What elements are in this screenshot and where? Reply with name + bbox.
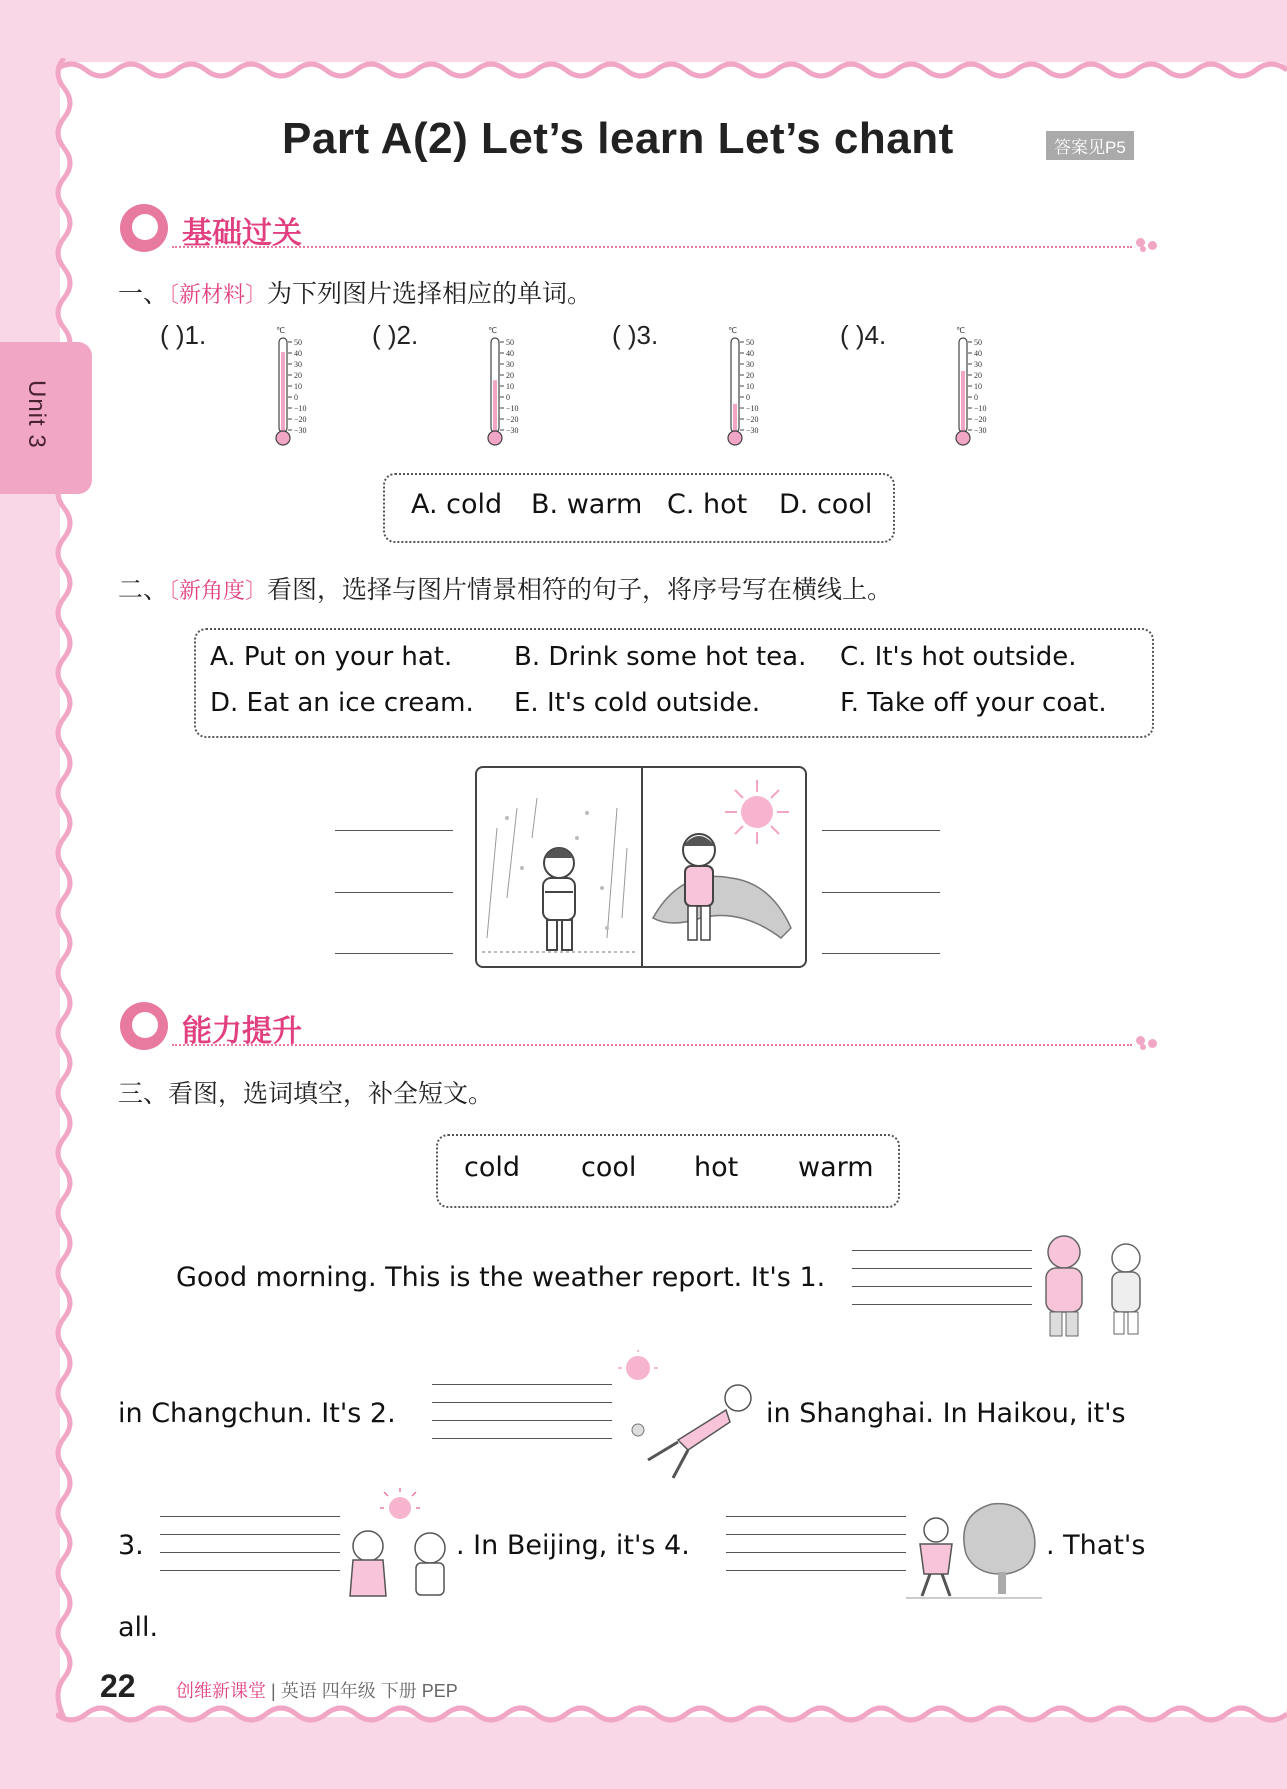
answer-blank[interactable]: ( )4. bbox=[840, 320, 887, 350]
unit-label: ℃ bbox=[956, 326, 965, 335]
answer-blank[interactable]: ( )2. bbox=[372, 320, 419, 350]
cool-kid-tree-image bbox=[906, 1494, 1042, 1600]
wavy-border-top bbox=[56, 50, 1287, 80]
tick-label: 0 bbox=[746, 393, 750, 402]
option-c: C. It's hot outside. bbox=[840, 642, 1077, 672]
tick-label: 30 bbox=[746, 360, 754, 369]
section-divider bbox=[172, 246, 1132, 248]
cold-kids-image bbox=[1026, 1222, 1156, 1342]
unit-tab-label: Unit 3 bbox=[23, 380, 50, 449]
footer-brand: 创维新课堂 bbox=[176, 1681, 266, 1701]
word-option: hot bbox=[694, 1152, 739, 1183]
question-3-heading: 三、看图，选词填空，补全短文。 bbox=[118, 1080, 494, 1108]
tick-label: −10 bbox=[294, 404, 307, 413]
option-a: A. Put on your hat. bbox=[210, 642, 453, 672]
tick-label: −30 bbox=[294, 426, 307, 435]
warm-kid-playing-image bbox=[618, 1350, 754, 1484]
question-tag: 〔新材料〕 bbox=[168, 282, 268, 307]
tick-label: 50 bbox=[746, 338, 754, 347]
tick-label: 0 bbox=[506, 393, 510, 402]
tick-label: 30 bbox=[294, 360, 302, 369]
tick-label: 30 bbox=[974, 360, 982, 369]
option-d: D. Eat an ice cream. bbox=[210, 688, 474, 718]
tick-label: 40 bbox=[506, 349, 514, 358]
tick-label: 10 bbox=[746, 382, 754, 391]
option-e: E. It's cold outside. bbox=[514, 688, 761, 718]
tick-label: 10 bbox=[974, 382, 982, 391]
option-b: B. warm bbox=[531, 489, 643, 520]
answer-blank[interactable] bbox=[335, 892, 453, 893]
word-option: cold bbox=[464, 1152, 521, 1183]
passage-line-3c: . That's bbox=[1046, 1530, 1146, 1561]
answer-blank[interactable] bbox=[822, 892, 940, 893]
thermometer-icon bbox=[726, 324, 786, 454]
word-option: cool bbox=[581, 1152, 637, 1183]
unit-label: ℃ bbox=[488, 326, 497, 335]
answer-blank-1[interactable] bbox=[852, 1250, 1032, 1304]
unit-label: ℃ bbox=[728, 326, 737, 335]
passage-line-2b: in Shanghai. In Haikou, it's bbox=[766, 1398, 1126, 1429]
tick-label: 0 bbox=[294, 393, 298, 402]
answer-reference-badge: 答案见P5 bbox=[1046, 131, 1134, 160]
passage-line-2a: in Changchun. It's 2. bbox=[118, 1398, 396, 1429]
section-header-basic bbox=[116, 204, 1156, 254]
question-tag: 〔新角度〕 bbox=[168, 578, 268, 603]
footer-info: 创维新课堂 | 英语 四年级 下册 PEP bbox=[176, 1681, 458, 1701]
passage-line-3b: . In Beijing, it's 4. bbox=[456, 1530, 690, 1561]
wavy-border-bottom bbox=[56, 1704, 1287, 1734]
answer-blank-4[interactable] bbox=[726, 1516, 906, 1570]
footer-course: 英语 四年级 下册 PEP bbox=[280, 1681, 458, 1701]
tick-label: 50 bbox=[974, 338, 982, 347]
tick-label: 0 bbox=[974, 393, 978, 402]
tick-label: 20 bbox=[974, 371, 982, 380]
answer-blank-2[interactable] bbox=[432, 1384, 612, 1438]
option-a: A. cold bbox=[411, 489, 503, 520]
weather-scene-pictures bbox=[475, 766, 807, 968]
option-c: C. hot bbox=[667, 489, 748, 520]
tick-label: 20 bbox=[746, 371, 754, 380]
page-title: Part A(2) Let’s learn Let’s chant bbox=[282, 114, 954, 163]
tick-label: −10 bbox=[974, 404, 987, 413]
dots-icon bbox=[1136, 1036, 1164, 1050]
hot-sunny-scene-image bbox=[641, 768, 805, 966]
section-title: 基础过关 bbox=[182, 217, 302, 250]
tick-label: −10 bbox=[746, 404, 759, 413]
question-instruction: 看图，选择与图片情景相符的句子，将序号写在横线上。 bbox=[267, 576, 893, 604]
unit-tab bbox=[0, 342, 92, 494]
cold-snow-scene-image bbox=[477, 768, 641, 966]
tick-label: 40 bbox=[746, 349, 754, 358]
option-b: B. Drink some hot tea. bbox=[514, 642, 807, 672]
question-1-heading bbox=[118, 274, 592, 310]
cartoon-face-icon bbox=[120, 1002, 168, 1050]
thermometer-icon bbox=[954, 324, 1014, 454]
tick-label: 50 bbox=[506, 338, 514, 347]
tick-label: −10 bbox=[506, 404, 519, 413]
q2-options-box bbox=[194, 628, 1154, 738]
answer-blank[interactable] bbox=[822, 953, 940, 954]
page-number: 22 bbox=[100, 1668, 136, 1704]
passage-line-4: all. bbox=[118, 1612, 159, 1643]
tick-label: 50 bbox=[294, 338, 302, 347]
tick-label: 20 bbox=[294, 371, 302, 380]
word-bank-box bbox=[436, 1134, 900, 1208]
unit-label: ℃ bbox=[276, 326, 285, 335]
thermometer-icon bbox=[274, 324, 334, 454]
answer-blank[interactable] bbox=[335, 830, 453, 831]
question-number: 二、 bbox=[118, 576, 169, 604]
q1-options-box bbox=[383, 473, 895, 543]
tick-label: 40 bbox=[294, 349, 302, 358]
tick-label: −20 bbox=[294, 415, 307, 424]
answer-blank[interactable]: ( )3. bbox=[612, 320, 659, 350]
hot-kids-sun-image bbox=[338, 1488, 460, 1600]
section-divider bbox=[172, 1044, 1132, 1046]
tick-label: 10 bbox=[506, 382, 514, 391]
option-d: D. cool bbox=[779, 489, 873, 520]
answer-blank[interactable] bbox=[822, 830, 940, 831]
tick-label: −20 bbox=[974, 415, 987, 424]
tick-label: −20 bbox=[746, 415, 759, 424]
cartoon-face-icon bbox=[120, 204, 168, 252]
passage-line-1: Good morning. This is the weather report. It's 1. bbox=[176, 1262, 826, 1293]
answer-blank[interactable] bbox=[335, 953, 453, 954]
section-title: 能力提升 bbox=[182, 1015, 302, 1048]
question-instruction: 为下列图片选择相应的单词。 bbox=[267, 280, 593, 308]
tick-label: −30 bbox=[974, 426, 987, 435]
tick-label: −30 bbox=[506, 426, 519, 435]
tick-label: −30 bbox=[746, 426, 759, 435]
question-number: 一、 bbox=[118, 280, 169, 308]
tick-label: 10 bbox=[294, 382, 302, 391]
tick-label: 20 bbox=[506, 371, 514, 380]
answer-blank[interactable]: ( )1. bbox=[160, 320, 207, 350]
tick-label: −20 bbox=[506, 415, 519, 424]
word-option: warm bbox=[798, 1152, 874, 1183]
answer-blank-3[interactable] bbox=[160, 1516, 340, 1570]
tick-label: 30 bbox=[506, 360, 514, 369]
dots-icon bbox=[1136, 238, 1164, 252]
passage-line-3a: 3. bbox=[118, 1530, 144, 1561]
section-header-advanced bbox=[116, 1002, 1156, 1052]
question-2-heading bbox=[118, 570, 892, 606]
wavy-border-left bbox=[46, 58, 76, 1718]
option-f: F. Take off your coat. bbox=[840, 688, 1107, 718]
thermometer-icon bbox=[486, 324, 546, 454]
tick-label: 40 bbox=[974, 349, 982, 358]
